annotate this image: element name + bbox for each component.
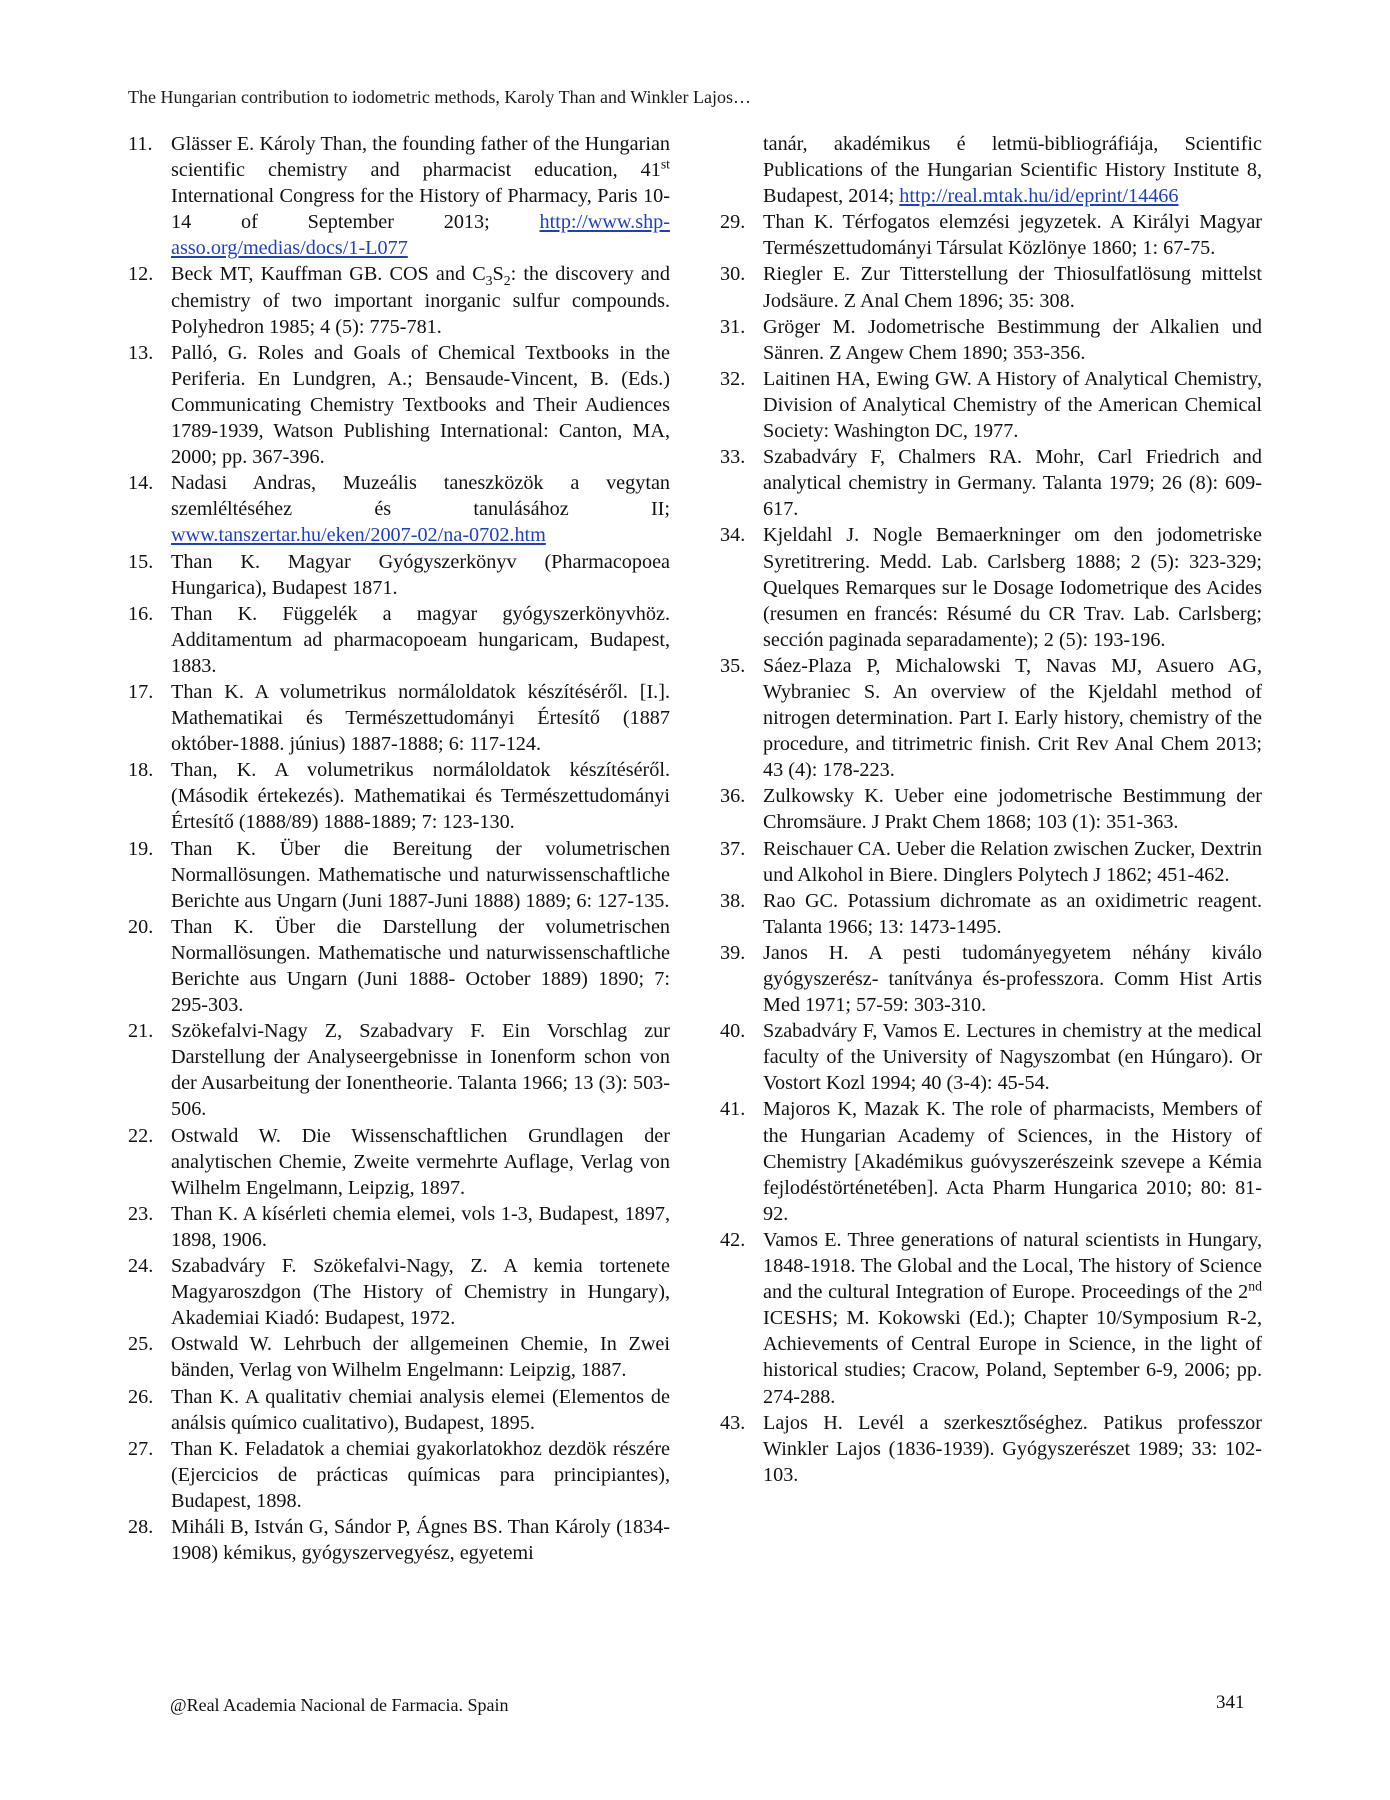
reference-number: 22. (128, 1124, 154, 1147)
reference-text-part: Miháli B, István G, Sándor P, Ágnes BS. Than Károly (1834-1908) kémikus, gyógyszervegyész, egyetemi (171, 1515, 670, 1565)
reference-number: 32. (720, 367, 746, 390)
reference-text (171, 470, 670, 548)
footer-publisher: @Real Academia Nacional de Farmacia. Spain (170, 1695, 509, 1715)
reference-text (171, 261, 670, 339)
reference-text (171, 757, 670, 835)
reference-number: 35. (720, 654, 746, 677)
reference-text-part: : the discovery and chemistry of two important inorganic sulfur compounds. Polyhedron 1985; 4 (5): 775-781. (171, 263, 670, 338)
reference-text-part: Szabadváry F, Chalmers RA. Mohr, Carl Friedrich and analytical chemistry in Germany. Talanta 1979; 26 (8): 609-617. (763, 446, 1262, 521)
reference-text (763, 444, 1262, 522)
reference-text (763, 783, 1262, 835)
reference-text (171, 1331, 670, 1383)
reference-number: 14. (128, 472, 154, 495)
reference-text (763, 366, 1262, 444)
reference-item (128, 340, 670, 470)
reference-item (128, 1123, 670, 1201)
reference-text (171, 1018, 670, 1122)
reference-text-part: Than K. Über die Bereitung der volumetrischen Normallösungen. Mathematische und naturwissenschaftliche Berichte aus Ungarn (Juni 1887-Juni 1888) 1889; 6: 127-135. (171, 837, 670, 912)
subscript: 3 (485, 273, 493, 289)
reference-text (763, 261, 1262, 313)
reference-text (763, 836, 1262, 888)
reference-number: 12. (128, 263, 154, 286)
reference-text-part: Sáez-Plaza P, Michalowski T, Navas MJ, Asuero AG, Wybraniec S. An overview of the Kjeldahl method of nitrogen determination. Part I. Early history, chemistry of the procedure, and titrimetric finish. Crit Rev Anal Chem 2013; 43 (4): 178-223. (763, 654, 1262, 782)
reference-item (128, 1436, 670, 1514)
reference-item (720, 1096, 1262, 1226)
reference-text (763, 314, 1262, 366)
reference-number: 20. (128, 915, 154, 938)
reference-item (128, 1201, 670, 1253)
reference-text-part: Riegler E. Zur Titterstellung der Thiosulfatlösung mittelst Jodsäure. Z Anal Chem 1896; 35: 308. (763, 263, 1262, 312)
reference-text-part: Majoros K, Mazak K. The role of pharmacists, Members of the Hungarian Academy of Sciences, in the History of Chemistry [Akadémikus guóvyszerészeink szevepe a Kémia fejlodéstörténetében]. Acta Pharm Hungarica 2010; 80: 81-92. (763, 1098, 1262, 1225)
reference-item (720, 888, 1262, 940)
reference-text-part: ICESHS; M. Kokowski (Ed.); Chapter 10/Symposium R-2, Achievements of Central Europe in Science, in the light of historical studies; Cracow, Poland, September 6-9, 2006; pp. 274-288. (763, 1307, 1262, 1408)
reference-text-part: Rao GC. Potassium dichromate as an oxidimetric reagent. Talanta 1966; 13: 1473-1495. (763, 889, 1262, 938)
reference-text (171, 131, 670, 261)
reference-text (763, 131, 1262, 209)
reference-number: 33. (720, 446, 746, 469)
reference-text-part: Gröger M. Jodometrische Bestimmung der Alkalien und Sänren. Z Angew Chem 1890; 353-356. (763, 315, 1262, 364)
reference-text (171, 914, 670, 1018)
reference-text-part: Kjeldahl J. Nogle Bemaerkninger om den jodometriske Syretitrering. Medd. Lab. Carlsberg 1888; 2 (5): 323-329; Quelques Remarques sur le Dosage Iodometrique des Acides (resumen en francés: Résumé du CR Trav. Lab. Carlsberg; sección paginada separadamente); 2 (5): 193-196. (763, 524, 1262, 651)
reference-text-part: Janos H. A pesti tudományegyetem néhány kiválo gyógyszerész- tanítványa és-professzora. Comm Hist Artis Med 1971; 57-59: 303-310. (763, 941, 1262, 1017)
reference-text (171, 1201, 670, 1253)
reference-text-part: Than K. Über die Darstellung der volumetrischen Normallösungen. Mathematische und naturwissenschaftliche Berichte aus Ungarn (Juni 1888- October 1889) 1890; 7: 295-303. (171, 915, 670, 1017)
reference-text (171, 549, 670, 601)
reference-text-part: Palló, G. Roles and Goals of Chemical Textbooks in the Periferia. En Lundgren, A.; Bensaude-Vincent, B. (Eds.) Communicating Chemistry Textbooks and Their Audiences 1789-1939, Watson Publishing International: Canton, MA, 2000; pp. 367-396. (171, 341, 670, 469)
reference-text-part: Szökefalvi-Nagy Z, Szabadvary F. Ein Vorschlag zur Darstellung der Analyseergebnisse in Ionenform schon von der Ausarbeitung der Ionentheorie. Talanta 1966; 13 (3): 503-506. (171, 1020, 670, 1121)
reference-number: 31. (720, 315, 746, 338)
reference-text-part: Zulkowsky K. Ueber eine jodometrische Bestimmung der Chromsäure. J Prakt Chem 1868; 103 (1): 351-363. (763, 785, 1262, 834)
reference-item (720, 366, 1262, 444)
reference-text (763, 522, 1262, 652)
reference-number: 16. (128, 602, 154, 625)
reference-number: 41. (720, 1098, 746, 1121)
reference-text (763, 1410, 1262, 1488)
reference-number: 11. (128, 133, 153, 155)
reference-number: 17. (128, 680, 154, 703)
references-column-right (720, 131, 1262, 1488)
references-column-left (128, 131, 670, 1566)
reference-text (763, 940, 1262, 1018)
reference-item (128, 601, 670, 679)
reference-link[interactable]: http://real.mtak.hu/id/eprint/14466 (899, 185, 1179, 208)
reference-number: 37. (720, 837, 746, 860)
reference-text (171, 340, 670, 470)
reference-item (128, 757, 670, 835)
reference-text-part: Than K. Magyar Gyógyszerkönyv (Pharmacopoea Hungarica), Budapest 1871. (171, 550, 670, 599)
reference-item (128, 836, 670, 914)
reference-text (763, 209, 1262, 261)
reference-text-part: Beck MT, Kauffman GB. COS and C (171, 263, 486, 286)
reference-text (763, 1227, 1262, 1410)
reference-number: 26. (128, 1385, 154, 1408)
reference-item (128, 1018, 670, 1122)
reference-text (171, 1384, 670, 1436)
reference-item (128, 1514, 670, 1566)
reference-number: 38. (720, 889, 746, 912)
reference-text-part: Lajos H. Levél a szerkesztőséghez. Patikus professzor Winkler Lajos (1836-1939). Gyógyszerészet 1989; 33: 102-103. (763, 1411, 1262, 1486)
reference-number: 21. (128, 1020, 154, 1043)
reference-number: 40. (720, 1020, 746, 1043)
reference-text-part: Vamos E. Three generations of natural scientists in Hungary, 1848-1918. The Global and the Local, The history of Science and the cultural Integration of Europe. Proceedings of the 2 (763, 1228, 1262, 1304)
reference-text-part: Than K. Feladatok a chemiai gyakorlatokhoz dezdök részére (Ejercicios de prácticas químicas para principiantes), Budapest, 1898. (171, 1437, 670, 1512)
reference-item (720, 522, 1262, 652)
reference-number: 34. (720, 524, 746, 547)
reference-text-part: Ostwald W. Die Wissenschaftlichen Grundlagen der analytischen Chemie, Zweite vermehrte Auflage, Verlag von Wilhelm Engelmann, Leipzig, 1897. (171, 1124, 670, 1199)
reference-item (720, 314, 1262, 366)
reference-item (720, 444, 1262, 522)
superscript: st (660, 156, 670, 172)
reference-item (720, 836, 1262, 888)
reference-number: 19. (128, 837, 154, 860)
reference-item (128, 470, 670, 548)
reference-text-part: Than K. Függelék a magyar gyógyszerkönyvhöz. Additamentum ad pharmacopoeam hungaricam, Budapest, 1883. (171, 602, 670, 677)
reference-item (720, 261, 1262, 313)
reference-number: 28. (128, 1515, 154, 1538)
reference-link[interactable]: www.tanszertar.hu/eken/2007-02/na-0702.htm (171, 524, 546, 547)
reference-item (128, 1253, 670, 1331)
reference-text-part: Nadasi Andras, Muzeális taneszközök a vegytan szemléltéséhez és tanulásához II; (171, 472, 670, 521)
reference-text-part: Szabadváry F, Vamos E. Lectures in chemistry at the medical faculty of the University of Nagyszombat (en Húngaro). Or Vostort Kozl 1994; 40 (3-4): 45-54. (763, 1020, 1262, 1095)
reference-text (763, 1018, 1262, 1096)
reference-text-part: tanár, akadémikus é letmü-bibliográfiája, Scientific Publications of the Hungarian Scientific History Institute 8, Budapest, 2014; (763, 133, 1262, 208)
reference-text (171, 1436, 670, 1514)
reference-item (720, 1018, 1262, 1096)
reference-item (128, 131, 670, 261)
reference-number: 27. (128, 1437, 154, 1460)
reference-text (763, 653, 1262, 783)
reference-number: 30. (720, 263, 746, 286)
reference-item (128, 679, 670, 757)
reference-text-part: Than K. A qualitativ chemiai analysis elemei (Elementos de análsis químico cualitativo), Budapest, 1895. (171, 1385, 670, 1434)
reference-text (763, 888, 1262, 940)
reference-item (128, 1384, 670, 1436)
reference-item (720, 209, 1262, 261)
reference-text-part: Than K. A kísérleti chemia elemei, vols 1-3, Budapest, 1897, 1898, 1906. (171, 1202, 670, 1251)
reference-text (763, 1096, 1262, 1226)
reference-number: 15. (128, 550, 154, 573)
reference-number: 36. (720, 785, 746, 808)
reference-item (128, 261, 670, 339)
reference-link[interactable]: http://www.shp-asso.org/medias/docs/1-L077 (171, 211, 670, 260)
reference-text-part: Laitinen HA, Ewing GW. A History of Analytical Chemistry, Division of Analytical Chemistry of the American Chemical Society: Washington DC, 1977. (763, 367, 1262, 443)
reference-item (128, 914, 670, 1018)
reference-number: 23. (128, 1202, 154, 1225)
subscript: 2 (503, 273, 511, 289)
reference-number: 13. (128, 341, 154, 364)
reference-text (171, 601, 670, 679)
reference-item (128, 549, 670, 601)
reference-item (128, 1331, 670, 1383)
reference-number: 25. (128, 1333, 154, 1356)
reference-number: 42. (720, 1228, 746, 1251)
reference-text-part: Than K. A volumetrikus normáloldatok készítéséről. [I.]. Mathematikai és Természettudományi Értesítő (1887 október-1888. június) 1887-1888; 6: 117-124. (171, 680, 670, 756)
reference-text-part: S (492, 263, 504, 286)
reference-text-part: Than K. Térfogatos elemzési jegyzetek. A Királyi Magyar Természettudományi Társulat Közlönye 1860; 1: 67-75. (763, 211, 1262, 260)
reference-text (171, 1123, 670, 1201)
reference-number: 39. (720, 941, 746, 964)
reference-item (720, 131, 1262, 209)
reference-number: 43. (720, 1411, 746, 1434)
reference-item (720, 1227, 1262, 1410)
reference-text (171, 679, 670, 757)
reference-item (720, 783, 1262, 835)
reference-text-part: Glässer E. Károly Than, the founding father of the Hungarian scientific chemistry and pharmacist education, 41 (171, 133, 670, 182)
reference-text (171, 836, 670, 914)
reference-number: 29. (720, 211, 746, 234)
reference-text-part: Than, K. A volumetrikus normáloldatok készítéséről. (Második értekezés). Mathematikai és Természettudományi Értesítő (1888/89) 1888-1889; 7: 123-130. (171, 759, 670, 834)
reference-number: 24. (128, 1255, 154, 1278)
reference-number: 18. (128, 759, 154, 782)
reference-text (171, 1253, 670, 1331)
reference-item (720, 940, 1262, 1018)
page-number: 341 (1216, 1692, 1245, 1713)
reference-item (720, 1410, 1262, 1488)
running-header: The Hungarian contribution to iodometric methods, Karoly Than and Winkler Lajos… (128, 87, 751, 107)
reference-text-part: Szabadváry F. Szökefalvi-Nagy, Z. A kemia tortenete Magyaroszdgon (The History of Chemistry in Hungary), Akademiai Kiadó: Budapest, 1972. (171, 1255, 670, 1330)
reference-item (720, 653, 1262, 783)
reference-text (171, 1514, 670, 1566)
reference-text-part: Reischauer CA. Ueber die Relation zwischen Zucker, Dextrin und Alkohol in Biere. Dinglers Polytech J 1862; 451-462. (763, 837, 1262, 886)
reference-text-part: International Congress for the History of Pharmacy, Paris 10-14 of September 2013; (171, 185, 670, 234)
superscript: nd (1248, 1278, 1262, 1294)
reference-text-part: Ostwald W. Lehrbuch der allgemeinen Chemie, In Zwei bänden, Verlag von Wilhelm Engelmann: Leipzig, 1887. (171, 1333, 670, 1382)
